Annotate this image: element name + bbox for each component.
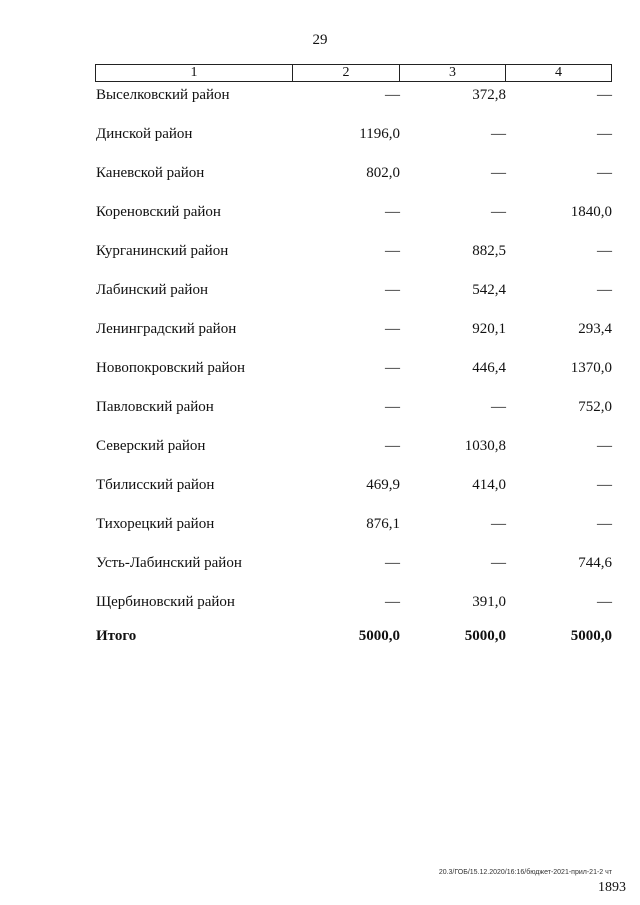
value-col-2: —	[385, 282, 400, 298]
value-col-4: —	[597, 243, 612, 259]
value-col-3: 372,8	[472, 87, 506, 103]
header-col-2: 2	[293, 65, 400, 81]
total-label: Итого	[96, 628, 137, 644]
table-row	[0, 435, 640, 457]
table-header	[95, 64, 612, 82]
value-col-3: 1030,8	[464, 438, 506, 454]
value-col-3: 920,1	[472, 321, 506, 337]
table-row	[0, 162, 640, 184]
table-row	[0, 552, 640, 574]
value-col-2: —	[385, 321, 400, 337]
district-name: Ленинградский район	[96, 321, 237, 337]
value-col-4: 1370,0	[570, 360, 612, 376]
district-name: Тбилисский район	[96, 477, 215, 493]
table-row	[0, 240, 640, 262]
value-col-3: —	[491, 516, 506, 532]
district-name: Щербиновский район	[96, 594, 235, 610]
district-name: Кореновский район	[96, 204, 221, 220]
table-row	[0, 318, 640, 340]
value-col-3: 414,0	[472, 477, 506, 493]
value-col-4: 744,6	[578, 555, 612, 571]
page-number: 29	[312, 32, 328, 48]
total-row	[0, 625, 640, 647]
value-col-2: —	[385, 399, 400, 415]
total-col-3: 5000,0	[464, 628, 506, 644]
district-name: Динской район	[96, 126, 193, 142]
header-col-4: 4	[555, 65, 562, 80]
district-name: Усть-Лабинский район	[96, 555, 242, 571]
district-name: Курганинский район	[96, 243, 229, 259]
district-name: Выселковский район	[96, 87, 230, 103]
sheet-number: 1893	[598, 880, 626, 895]
value-col-2: —	[385, 360, 400, 376]
total-col-2: 5000,0	[358, 628, 400, 644]
value-col-4: 752,0	[578, 399, 612, 415]
value-col-2: —	[385, 555, 400, 571]
header-col-1: 1	[96, 65, 293, 81]
value-col-3: —	[491, 126, 506, 142]
table-row	[0, 474, 640, 496]
value-col-4: —	[597, 282, 612, 298]
table-row	[0, 201, 640, 223]
value-col-3: 391,0	[472, 594, 506, 610]
table-row	[0, 357, 640, 379]
table-row	[0, 396, 640, 418]
table-row	[0, 84, 640, 106]
value-col-2: —	[385, 204, 400, 220]
total-col-4: 5000,0	[570, 628, 612, 644]
value-col-2: —	[385, 243, 400, 259]
value-col-2: 876,1	[366, 516, 400, 532]
district-name: Северский район	[96, 438, 206, 454]
value-col-2: 469,9	[366, 477, 400, 493]
table-row	[0, 513, 640, 535]
value-col-4: —	[597, 438, 612, 454]
value-col-4: —	[597, 477, 612, 493]
value-col-4: —	[597, 516, 612, 532]
value-col-4: 1840,0	[570, 204, 612, 220]
value-col-3: 446,4	[472, 360, 506, 376]
table-row	[0, 591, 640, 613]
header-col-3: 3	[400, 65, 506, 81]
district-name: Новопокровский район	[96, 360, 246, 376]
value-col-2: 802,0	[366, 165, 400, 181]
value-col-3: —	[491, 555, 506, 571]
value-col-3: 542,4	[472, 282, 506, 298]
value-col-2: 1196,0	[359, 126, 400, 142]
value-col-4: —	[597, 126, 612, 142]
value-col-3: —	[491, 204, 506, 220]
value-col-2: —	[385, 438, 400, 454]
value-col-4: —	[597, 165, 612, 181]
table-row	[0, 279, 640, 301]
table-row	[0, 123, 640, 145]
document-code: 20.3/ГОБ/15.12.2020/16:16/бюджет-2021-прил-21-2 чт	[438, 869, 612, 876]
district-name: Тихорецкий район	[96, 516, 215, 532]
value-col-2: —	[385, 594, 400, 610]
value-col-3: 882,5	[472, 243, 506, 259]
value-col-3: —	[491, 165, 506, 181]
value-col-2: —	[385, 87, 400, 103]
district-name: Лабинский район	[96, 282, 208, 298]
district-name: Каневской район	[96, 165, 205, 181]
value-col-4: —	[597, 594, 612, 610]
value-col-4: 293,4	[578, 321, 612, 337]
district-name: Павловский район	[96, 399, 214, 415]
value-col-3: —	[491, 399, 506, 415]
value-col-4: —	[597, 87, 612, 103]
